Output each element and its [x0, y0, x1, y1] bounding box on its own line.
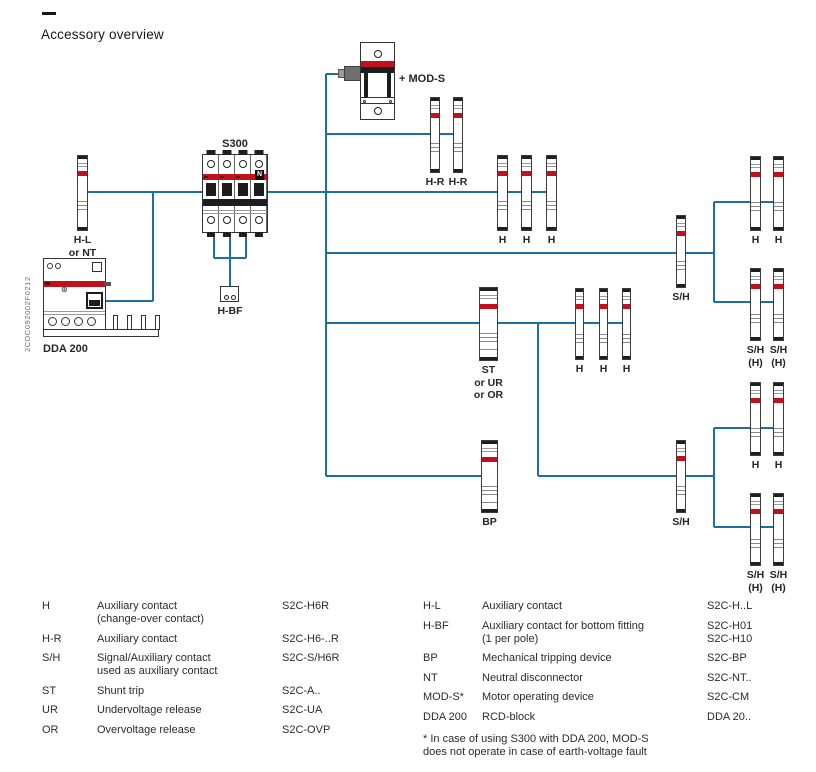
dda-body: [43, 258, 106, 330]
legend-row: [42, 724, 412, 737]
document-code: 2CDC092002F0212: [23, 276, 32, 352]
dda-base-plate: [43, 329, 159, 337]
device-sh-lower: [676, 440, 686, 513]
legend-code: S2C-H6-..R: [282, 632, 339, 645]
device-h-r-2: [453, 97, 463, 173]
device-label-h-r-2: H-R: [448, 176, 468, 188]
legend-term: NT: [423, 671, 438, 684]
legend-row: [423, 600, 808, 613]
device-label-h-ur-2: H: [774, 234, 783, 246]
device-label-h-r-1: H-R: [425, 176, 445, 188]
device-shh-ur-1: [750, 268, 761, 341]
legend-row: [423, 711, 808, 724]
legend-row: [42, 704, 412, 717]
device-label-shh-lr-1: S/H (H): [746, 569, 765, 594]
legend-term: H: [42, 600, 50, 612]
legend-code: S2C-CM: [707, 691, 750, 703]
device-label-h-row1-1: H: [498, 234, 507, 246]
legend-description: Motor operating device: [482, 691, 594, 703]
device-h-ur-1: [750, 156, 761, 231]
dda-switch: [86, 292, 103, 309]
test-button-icon: ⊛: [61, 285, 68, 294]
s300-pole-neutral: [251, 155, 267, 232]
mod-s-body: [360, 42, 395, 120]
device-h-r-1: [430, 97, 440, 173]
device-shh-lr-1: [750, 493, 761, 566]
device-shh-lr-2: [773, 493, 784, 566]
legend-term: MOD-S*: [423, 691, 464, 703]
s300-pole: [235, 155, 251, 232]
device-bp: [481, 440, 498, 513]
legend-code: S2C-BP: [707, 652, 747, 664]
legend-code: S2C-OVP: [282, 723, 331, 736]
device-label-shh-ur-1: S/H (H): [746, 344, 765, 369]
legend-code: S2C-NT..: [707, 671, 752, 684]
s300-label: S300: [222, 138, 248, 150]
mod-s-device: [338, 40, 398, 124]
legend-term: OR: [42, 723, 59, 736]
legend-term: DDA 200: [423, 710, 468, 723]
legend-term: S/H: [42, 652, 61, 664]
h-bf-label: H-BF: [217, 305, 243, 317]
legend-term: UR: [42, 704, 58, 716]
legend-row: [42, 633, 412, 646]
legend-row: [423, 620, 808, 646]
device-label-st: ST or UR or OR: [473, 364, 504, 401]
device-h-row2-2: [599, 288, 608, 360]
device-label-h-ur-1: H: [751, 234, 760, 246]
device-label-h-l: H-L or NT: [68, 234, 97, 259]
legend-code: DDA 20..: [707, 710, 752, 723]
device-h-l: [77, 155, 88, 231]
legend-right-column: [423, 600, 808, 759]
legend-term: ST: [42, 684, 57, 697]
mod-s-label: + MOD-S: [399, 73, 446, 85]
legend-code: S2C-H..L: [707, 600, 753, 612]
device-h-row1-1: [497, 155, 508, 231]
legend-description: Auxiliary contact for bottom fitting (1 per pole): [482, 619, 645, 645]
legend-description: Auxiliary contact (change-over contact): [97, 600, 204, 625]
device-label-h-row2-1: H: [575, 363, 584, 375]
legend-term: H-L: [423, 600, 441, 612]
legend-code: S2C-UA: [282, 704, 323, 716]
device-label-sh-lower: S/H: [672, 516, 690, 528]
legend-description: Overvoltage release: [97, 723, 196, 736]
legend-row: [423, 652, 808, 665]
legend-term: H-BF: [423, 619, 449, 632]
legend-row: [423, 691, 808, 704]
device-label-h-row1-2: H: [522, 234, 531, 246]
device-h-lr-2: [773, 382, 784, 456]
legend-description: Mechanical tripping device: [482, 652, 612, 664]
legend-row: [42, 685, 412, 698]
device-st: [479, 287, 498, 361]
legend-description: Signal/Auxiliary contact used as auxiliary contact: [97, 652, 218, 677]
legend-description: RCD-block: [482, 710, 536, 723]
legend-description: Auxiliary contact: [97, 632, 178, 645]
legend-row: [423, 672, 808, 685]
s300-body: [202, 154, 268, 233]
device-h-row2-1: [575, 288, 584, 360]
legend-footnote: * In case of using S300 with DDA 200, MOD-S does not operate in case of earth-voltage fault: [423, 732, 649, 758]
legend-left-column: [42, 600, 412, 743]
device-h-row2-3: [622, 288, 631, 360]
s300-pole: [203, 155, 219, 232]
device-label-shh-lr-2: S/H (H): [769, 569, 788, 594]
device-sh-upper: [676, 215, 686, 288]
device-shh-ur-2: [773, 268, 784, 341]
device-h-lr-1: [750, 382, 761, 456]
device-h-row1-2: [521, 155, 532, 231]
device-label-h-row2-2: H: [599, 363, 608, 375]
device-label-h-lr-2: H: [774, 459, 783, 471]
device-label-sh-upper: S/H: [672, 291, 690, 303]
legend-row: [42, 600, 412, 626]
device-label-shh-ur-2: S/H (H): [769, 344, 788, 369]
device-h-ur-2: [773, 156, 784, 231]
dda-200-label: DDA 200: [43, 343, 88, 355]
legend-description: Auxiliary contact: [482, 600, 563, 612]
legend-code: S2C-H01 S2C-H10: [707, 619, 753, 645]
page-title: Accessory overview: [41, 27, 164, 42]
dda-200-device: [43, 256, 167, 356]
neutral-marker: N: [256, 171, 263, 178]
device-label-h-lr-1: H: [751, 459, 760, 471]
legend-term: BP: [423, 652, 438, 664]
device-label-h-row1-3: H: [547, 234, 556, 246]
legend-description: Shunt trip: [97, 684, 145, 697]
legend-code: S2C-S/H6R: [282, 652, 340, 664]
legend-description: Neutral disconnector: [482, 671, 583, 684]
legend-term: H-R: [42, 632, 62, 645]
legend-code: S2C-H6R: [282, 600, 330, 612]
device-label-h-row2-3: H: [622, 363, 631, 375]
legend-description: Undervoltage release: [97, 704, 202, 716]
s300-breaker: [202, 138, 268, 238]
legend-row: [42, 652, 412, 678]
mod-s-knob: [344, 66, 361, 81]
legend-code: S2C-A..: [282, 684, 321, 697]
device-h-row1-3: [546, 155, 557, 231]
s300-pole: [219, 155, 235, 232]
device-label-bp: BP: [482, 516, 497, 528]
